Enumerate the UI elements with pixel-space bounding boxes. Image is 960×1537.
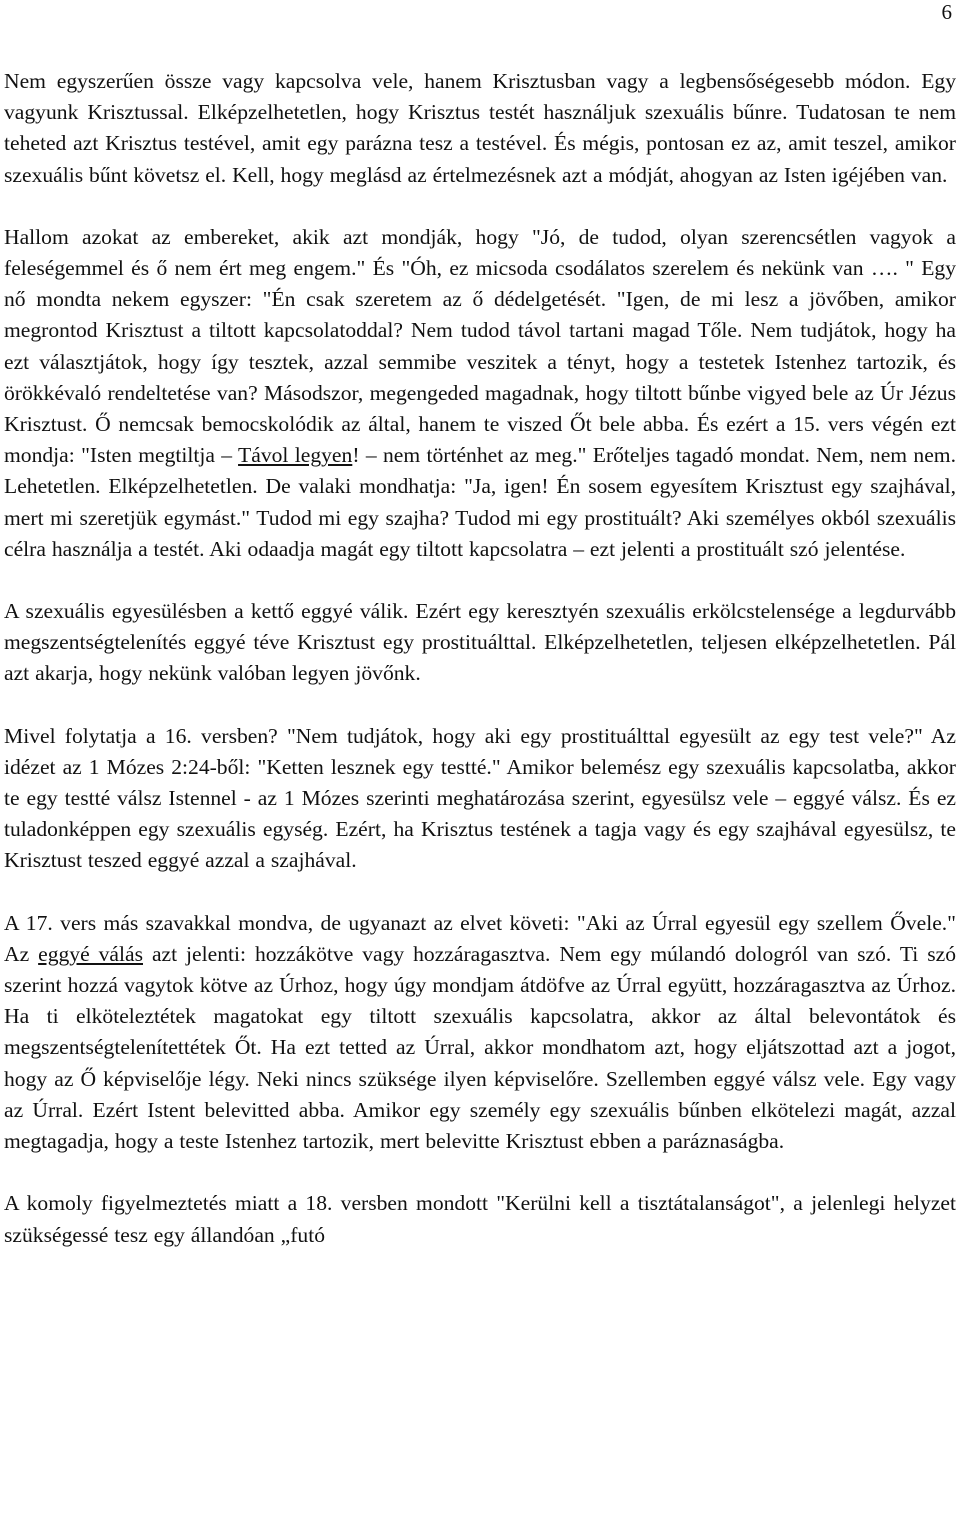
document-body [4, 66, 956, 1251]
paragraph-gap [4, 1157, 956, 1188]
text-run: A komoly figyelmeztetés miatt a 18. versben mondott "Kerülni kell a tisztátalanságot", a jelenlegi helyzet szükségessé tesz egy állandóan „futó [4, 1191, 956, 1247]
text-run: Hallom azokat az embereket, akik azt mondják, hogy "Jó, de tudod, olyan szerencsétlen vagyok a feleségemmel és ő nem ért meg engem." És "Óh, ez micsoda csodálatos szerelem és nekünk van …. " Egy nő mondta nekem egyszer: "Én csak szeretem az ő dédelgetését. "Igen, de mi lesz a jövőben, amikor megrontod Krisztust a tiltott kapcsolatoddal? Nem tudod távol tartani magad Tőle. Nem tudjátok, hogy ha ezt választjátok, hogy így tesztek, azzal semmibe veszitek a tényt, hogy a testetek Istenhez tartozik, és örökkévaló rendeltetése van? Másodszor, megengeded magadnak, hogy tiltott bűnbe vigyed bele az Úr Jézus Krisztust. Ő nemcsak bemocskolódik az által, hanem te viszed Őt bele abba. És ezért a 15. vers végén ezt mondja: "Isten megtiltja – [4, 224, 956, 468]
paragraph-1 [4, 66, 956, 191]
paragraph-gap [4, 877, 956, 908]
underlined-phrase: eggyé válás [38, 941, 143, 966]
text-run: Nem egyszerűen össze vagy kapcsolva vele, hanem Krisztusban vagy a legbensőségesebb módon. Egy vagyunk Krisztussal. Elképzelhetetlen, hogy Krisztus testét használjuk szexuális bűnre. Tudatosan te nem teheted azt Krisztus testével, amit egy parázna tesz a testével. És mégis, pontosan ez az, amit teszel, amikor szexuális bűnt követsz el. Kell, hogy meglásd az értelmezésnek azt a módját, ahogyan az Isten igéjében van. [4, 69, 956, 187]
paragraph-gap [4, 690, 956, 721]
paragraph-gap [4, 565, 956, 596]
text-run: A szexuális egyesülésben a kettő eggyé válik. Ezért egy keresztyén szexuális erkölcstelensége a legdurvább megszentségtelenítés eggyé téve Krisztust egy prostituálttal. Elképzelhetetlen, teljesen elképzelhetetlen. Pál azt akarja, hogy nekünk valóban legyen jövőnk. [4, 599, 956, 686]
paragraph-6 [4, 1188, 956, 1250]
paragraph-4 [4, 721, 956, 877]
paragraph-3 [4, 596, 956, 690]
text-run: azt jelenti: hozzákötve vagy hozzáragasztva. Nem egy múlandó dologról van szó. Ti szó szerint hozzá vagytok kötve az Úrhoz, hogy úgy mondjam átdöfve az Úrral együtt, hozzáragasztva az Úrhoz. Ha ti elköteleztétek magatokat egy tiltott szexuális kapcsolatra, akkor az által belevontátok és megszentségtelenítettétek Őt. Ha ezt tetted az Úrral, akkor mondhatom azt, hogy eljátszottad azt a jogot, hogy az Ő képviselője légy. Neki nincs szüksége ilyen képviselőre. Szellemben eggyé válsz vele. Egy vagy az Úrral. Ezért Istent belevitted abba. Amikor egy személy egy szexuális bűnben elkötelezi magát, azzal megtagadja, hogy a teste Istenhez tartozik, mert belevitte Krisztust ebben a paráznaságba. [4, 941, 956, 1154]
paragraph-5 [4, 908, 956, 1158]
paragraph-gap [4, 191, 956, 222]
underlined-phrase: Távol legyen [238, 443, 353, 468]
text-run: A 17. vers más szavakkal mondva, de ugyanazt az elvet követi: "Aki az Úrral egyesül egy szellem Ővele." Az [4, 910, 956, 966]
page-number: 6 [941, 0, 952, 24]
paragraph-2 [4, 222, 956, 565]
text-run: ! – nem történhet az meg." Erőteljes tagadó mondat. Nem, nem nem. Lehetetlen. Elképzelhetetlen. De valaki mondhatja: "Ja, igen! Én sosem egyesítem Krisztust egy szajhával, mert mi szeretjük egymást." Tudod mi egy szajha? Tudod mi egy prostituált? Aki személyes okból szexuális célra használja a testét. Aki odaadja magát egy tiltott kapcsolatra – ezt jelenti a prostituált szó jelentése. [4, 443, 956, 561]
text-run: Mivel folytatja a 16. versben? "Nem tudjátok, hogy aki egy prostituálttal egyesült az egy test vele?" Az idézet az 1 Mózes 2:24-ből: "Ketten lesznek egy testté." Amikor belemész egy szexuális kapcsolatba, akkor te egy testté válsz Istennel - az 1 Mózes szerinti meghatározása szerint, egyesülsz vele – eggyé válsz. És ez tuladonképpen egy szexuális egység. Ezért, ha Krisztus testének a tagja vagy és egy szajhával egyesülsz, te Krisztust teszed eggyé azzal a szajhával. [4, 723, 956, 873]
